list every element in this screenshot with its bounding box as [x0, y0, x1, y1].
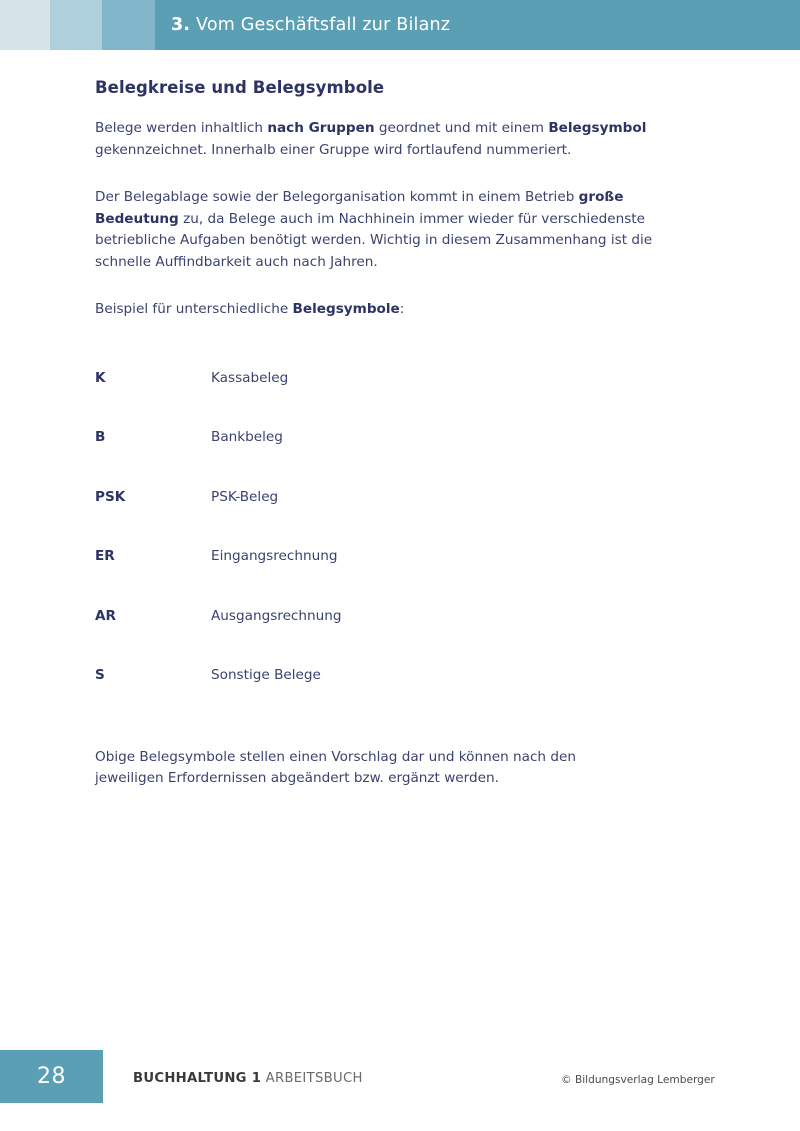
- list-item: [95, 608, 715, 668]
- paragraph-1-bold-1: nach Gruppen: [267, 120, 375, 136]
- paragraph-1-part-2: geordnet und mit einem: [374, 120, 549, 136]
- chapter-title: [171, 15, 450, 35]
- paragraph-beispiel: [95, 299, 675, 321]
- paragraph-1-part-1: Belege werden inhaltlich: [95, 120, 268, 136]
- page-number: 28: [37, 1064, 66, 1089]
- page-content: [95, 78, 715, 803]
- symbol-key: PSK: [95, 488, 126, 505]
- paragraph-belegablage: [95, 187, 675, 273]
- symbol-key: B: [95, 429, 106, 445]
- header-title-block: [155, 0, 800, 50]
- paragraph-1-bold-2: Belegsymbol: [548, 120, 647, 136]
- footer-book-title: [133, 1071, 363, 1086]
- footer-book-title-bold: BUCHHALTUNG 1: [133, 1071, 262, 1086]
- section-heading: Belegkreise und Belegsymbole: [95, 78, 385, 97]
- symbol-key: S: [95, 667, 105, 683]
- footer-book-title-light: ARBEITSBUCH: [265, 1071, 363, 1086]
- chapter-number: 3.: [171, 15, 191, 35]
- symbol-key: ER: [95, 548, 115, 564]
- symbol-description: Eingangsrechnung: [211, 548, 338, 564]
- list-item: [95, 667, 715, 727]
- list-item: [95, 429, 715, 489]
- header-color-block-2: [50, 0, 102, 50]
- belegsymbol-list: [95, 370, 715, 727]
- paragraph-closing-note: Obige Belegsymbole stellen einen Vorschlag dar und können nach den jeweiligen Erfordernissen abgeändert bzw. ergänzt werden.: [95, 748, 576, 786]
- footer-copyright: © Bildungsverlag Lemberger: [561, 1074, 715, 1086]
- paragraph-2-part-2: zu, da Belege auch im Nachhinein immer wieder für verschiedenste betriebliche Aufgaben benötigt werden. Wichtig in diesem Zusammenhang ist die schnelle Auffindbarkeit auch nach Jahren.: [95, 210, 653, 270]
- symbol-description: Bankbeleg: [211, 429, 283, 445]
- paragraph-2-part-1: Der Belegablage sowie der Belegorganisation kommt in einem Betrieb: [95, 189, 579, 205]
- paragraph-1-part-3: gekennzeichnet. Innerhalb einer Gruppe wird fortlaufend nummeriert.: [95, 141, 572, 158]
- list-item: [95, 548, 715, 608]
- paragraph-3-part-2: :: [399, 301, 405, 317]
- chapter-title-label: Vom Geschäftsfall zur Bilanz: [196, 15, 451, 35]
- list-item: [95, 370, 715, 430]
- paragraph-3-bold-1: Belegsymbole: [292, 301, 400, 317]
- header-color-block-3: [102, 0, 155, 50]
- symbol-key: AR: [95, 607, 116, 624]
- list-item: [95, 489, 715, 549]
- header-color-block-1: [0, 0, 50, 50]
- page-number-badge: [0, 1050, 103, 1103]
- chapter-header-bar: [0, 0, 800, 50]
- symbol-description: Sonstige Belege: [211, 667, 321, 683]
- paragraph-2-bold-1: große Bedeutung: [95, 189, 624, 227]
- symbol-description: Kassabeleg: [211, 369, 289, 386]
- paragraph-beleggruppen: [95, 118, 655, 161]
- symbol-description: Ausgangsrechnung: [211, 607, 342, 624]
- symbol-description: PSK-Beleg: [211, 488, 279, 505]
- paragraph-3-part-1: Beispiel für unterschiedliche: [95, 301, 293, 317]
- symbol-key: K: [95, 369, 106, 386]
